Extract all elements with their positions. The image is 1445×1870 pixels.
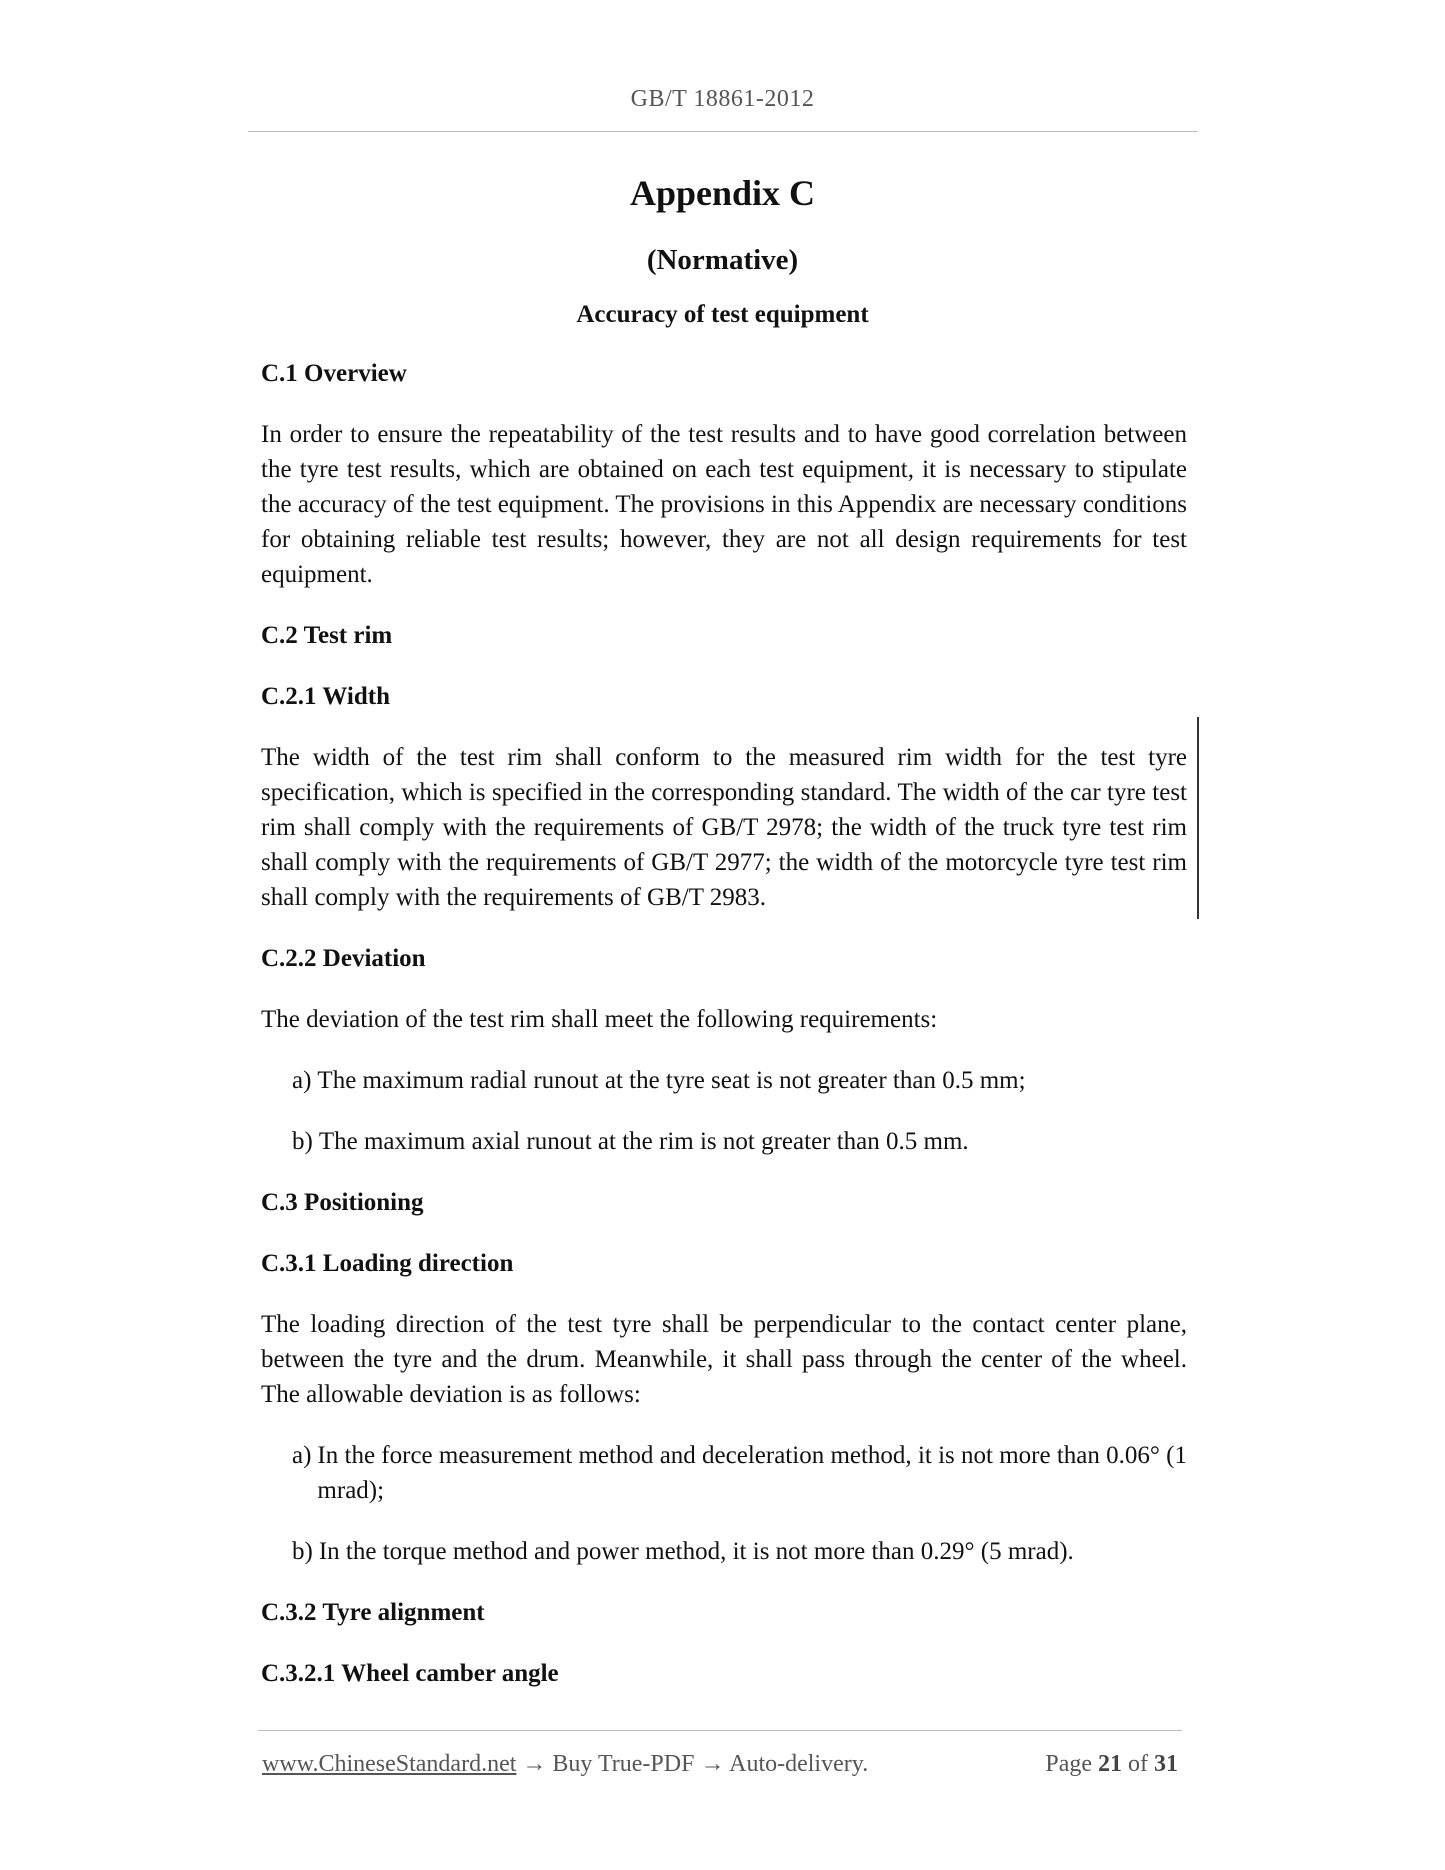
site-link[interactable]: www.ChineseStandard.net bbox=[262, 1751, 517, 1777]
of-word: of bbox=[1128, 1751, 1148, 1777]
section-heading-c3-2-1: C.3.2.1 Wheel camber angle bbox=[261, 1660, 559, 1687]
appendix-normative-label: (Normative) bbox=[646, 244, 799, 276]
list-item-text: In the force measurement method and deceleration method, it is not more than 0.06° (1 mrad); bbox=[317, 1442, 1187, 1504]
list-item-marker: a) bbox=[292, 1442, 312, 1469]
current-page-number: 21 bbox=[1098, 1751, 1122, 1777]
list-item bbox=[261, 1534, 1187, 1569]
list-item-marker: b) bbox=[292, 1128, 313, 1155]
list-item-marker: a) bbox=[292, 1067, 312, 1094]
list-item-text: In the torque method and power method, it is not more than 0.29° (5 mrad). bbox=[318, 1538, 1074, 1565]
section-heading-c1: C.1 Overview bbox=[261, 360, 407, 387]
header-divider bbox=[248, 131, 1198, 132]
footer-promo-text: → Buy True-PDF → Auto-delivery. bbox=[516, 1751, 869, 1777]
section-text-c2-2: The deviation of the test rim shall meet the following requirements: bbox=[261, 1006, 938, 1033]
page-word: Page bbox=[1045, 1751, 1092, 1777]
section-heading-c3: C.3 Positioning bbox=[261, 1189, 424, 1216]
section-heading-c2-1: C.2.1 Width bbox=[261, 683, 390, 710]
list-item-marker: b) bbox=[292, 1538, 313, 1565]
section-text-c1: In order to ensure the repeatability of the test results and to have good correlation between the tyre test results, which are obtained on each test equipment, it is necessary to stipulate the accuracy of the test equipment. The provisions in this Appendix are necessary conditions for obtaining reliable test results; however, they are not all design requirements for test equipment. bbox=[261, 421, 1187, 588]
list-item bbox=[261, 1124, 1187, 1159]
section-text-c3-1: The loading direction of the test tyre shall be perpendicular to the contact center plane, between the tyre and the drum. Meanwhile, it shall pass through the center of the wheel. The allowable deviation is as follows: bbox=[261, 1311, 1187, 1408]
revision-change-bar bbox=[1197, 717, 1199, 919]
appendix-subtitle: Accuracy of test equipment bbox=[576, 301, 869, 328]
running-header: GB/T 18861-2012 bbox=[630, 86, 815, 112]
footer-divider bbox=[258, 1730, 1182, 1731]
list-item bbox=[261, 1063, 1187, 1098]
list-item-text: The maximum radial runout at the tyre seat is not greater than 0.5 mm; bbox=[317, 1067, 1026, 1094]
footer-promo bbox=[262, 1751, 868, 1778]
total-page-number: 31 bbox=[1154, 1751, 1178, 1777]
list-item bbox=[261, 1438, 1187, 1508]
section-text-c2-1: The width of the test rim shall conform to the measured rim width for the test tyre specification, which is specified in the corresponding standard. The width of the car tyre test rim shall comply with the requirements of GB/T 2978; the width of the truck tyre test rim shall comply with the requirements of GB/T 2977; the width of the motorcycle tyre test rim shall comply with the requirements of GB/T 2983. bbox=[261, 744, 1187, 911]
page-counter bbox=[1045, 1751, 1178, 1778]
section-heading-c2: C.2 Test rim bbox=[261, 622, 393, 649]
document-body bbox=[261, 356, 1187, 1691]
appendix-title: Appendix C bbox=[629, 173, 816, 213]
section-heading-c3-1: C.3.1 Loading direction bbox=[261, 1250, 514, 1277]
section-heading-c2-2: C.2.2 Deviation bbox=[261, 945, 426, 972]
list-item-text: The maximum axial runout at the rim is not greater than 0.5 mm. bbox=[318, 1128, 969, 1155]
section-heading-c3-2: C.3.2 Tyre alignment bbox=[261, 1599, 485, 1626]
